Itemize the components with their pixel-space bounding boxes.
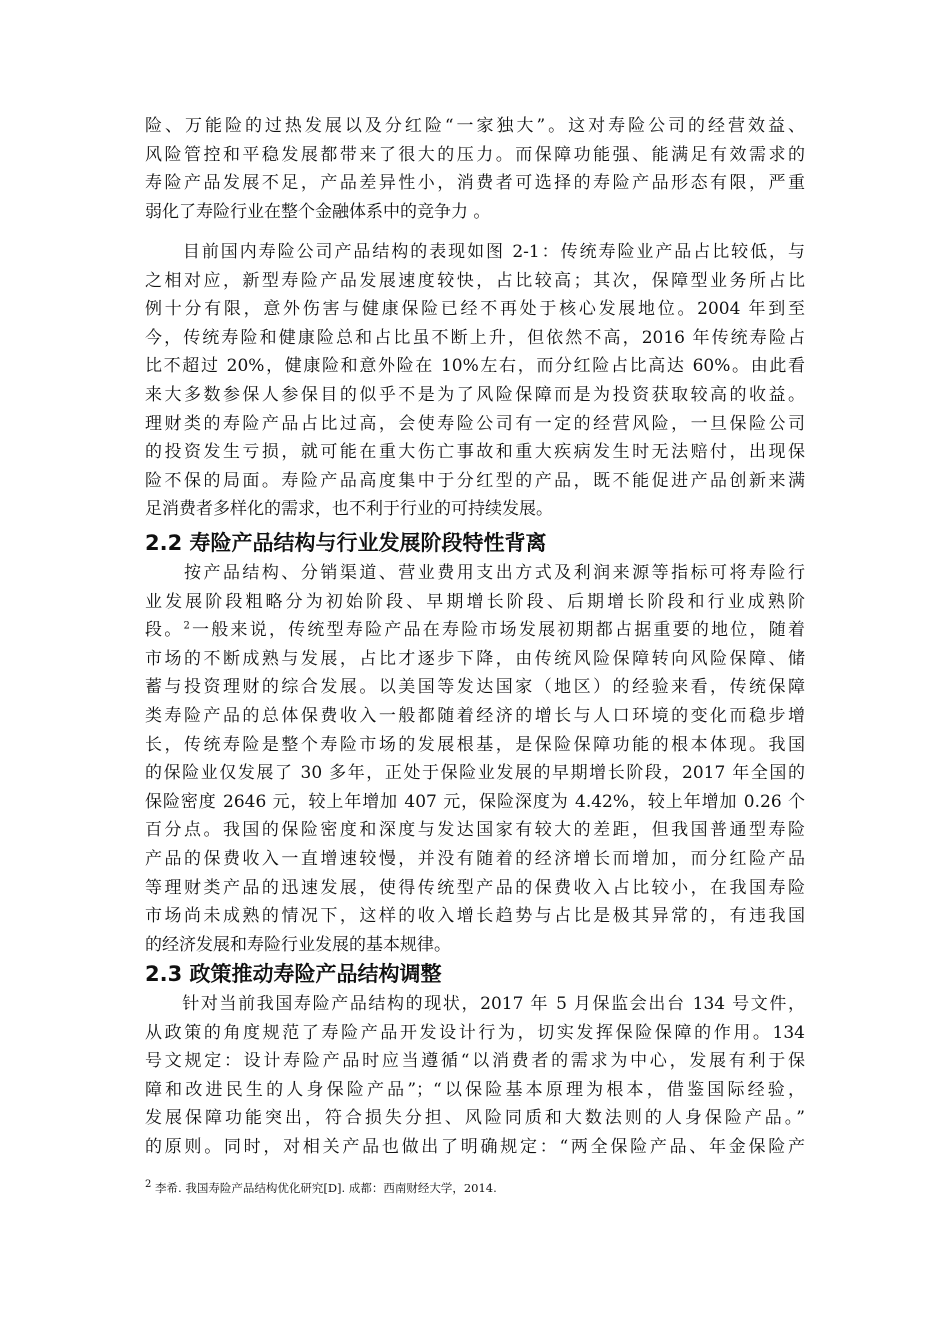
text-line: 百分点。我国的保险密度和深度与发达国家有较大的差距，但我国普通型寿险 — [145, 820, 805, 841]
text-line: 市场的不断成熟与发展，占比才逐步下降，由传统风险保障转向风险保障、储 — [145, 648, 805, 669]
text-line: 险、万能险的过热发展以及分红险“一家独大”。这对寿险公司的经营效益、 — [145, 116, 805, 136]
text-line: 比不超过 20%，健康险和意外险在 10%左右，而分红险占比高达 60%。由此看 — [145, 356, 805, 377]
paragraph-4 — [145, 990, 805, 1162]
text-line: 号文规定：设计寿险产品时应当遵循“以消费者的需求为中心，发展有利于保 — [145, 1051, 805, 1072]
text-line: 风险管控和平稳发展都带来了很大的压力。而保障功能强、能满足有效需求的 — [145, 144, 805, 165]
section-heading-2-2: 2.2 寿险产品结构与行业发展阶段特性背离 — [145, 531, 547, 555]
footnote-number: 2 — [145, 1179, 152, 1191]
text-line: 产品的保费收入一直增速较慢，并没有随着的经济增长而增加，而分红险产品 — [145, 848, 805, 869]
text-line — [145, 616, 805, 645]
text-line: 按产品结构、分销渠道、营业费用支出方式及利润来源等指标可将寿险行 — [145, 563, 805, 583]
text-line: 来大多数参保人参保目的似乎不是为了风险保障而是为投资获取较高的收益。 — [145, 384, 805, 405]
paragraph-1 — [145, 112, 805, 226]
text-line: 针对当前我国寿险产品结构的现状，2017 年 5 月保监会出台 134 号文件， — [145, 994, 805, 1014]
text-line: 寿险产品发展不足，产品差异性小，消费者可选择的寿险产品形态有限，严重 — [145, 173, 805, 194]
text-line: 保险密度 2646 元，较上年增加 407 元，保险深度为 4.42%，较上年增加 0.26 个 — [145, 791, 805, 812]
section-heading-2-3: 2.3 政策推动寿险产品结构调整 — [145, 962, 442, 986]
text-line: 的投资发生亏损，就可能在重大伤亡事故和重大疾病发生时无法赔付，出现保 — [145, 442, 805, 463]
text-line: 长，传统寿险是整个寿险市场的发展根基，是保险保障功能的根本体现。我国 — [145, 734, 805, 755]
text-line: 的保险业仅发展了 30 多年，正处于保险业发展的早期增长阶段，2017 年全国的 — [145, 763, 805, 784]
text-line: 的经济发展和寿险行业发展的基本规律。 — [145, 934, 451, 955]
text-fragment: 段。 — [145, 620, 184, 641]
footnote-reference[interactable]: 2 — [183, 620, 190, 632]
text-line: 障和改进民生的人身保险产品”；“以保险基本原理为根本，借鉴国际经验， — [145, 1079, 805, 1100]
text-line: 从政策的角度规范了寿险产品开发设计行为，切实发挥保险保障的作用。134 — [145, 1022, 805, 1043]
text-line: 蓄与投资理财的综合发展。以美国等发达国家（地区）的经验来看，传统保障 — [145, 677, 805, 698]
text-line: 险不保的局面。寿险产品高度集中于分红型的产品，既不能促进产品创新来满 — [145, 470, 805, 491]
paragraph-3 — [145, 559, 805, 959]
text-line: 目前国内寿险公司产品结构的表现如图 2-1：传统寿险业产品占比较低，与 — [145, 242, 805, 262]
text-line: 理财类的寿险产品占比过高，会使寿险公司有一定的经营风险，一旦保险公司 — [145, 413, 805, 434]
text-line: 等理财类产品的迅速发展，使得传统型产品的保费收入占比较小，在我国寿险 — [145, 877, 805, 898]
text-line: 足消费者多样化的需求，也不利于行业的可持续发展。 — [145, 499, 553, 520]
text-line: 类寿险产品的总体保费收入一般都随着经济的增长与人口环境的变化而稳步增 — [145, 705, 805, 726]
text-line: 业发展阶段粗略分为初始阶段、早期增长阶段、后期增长阶段和行业成熟阶 — [145, 591, 805, 612]
text-line: 今，传统寿险和健康险总和占比虽不断上升，但依然不高，2016 年传统寿险占 — [145, 327, 805, 348]
text-line: 的原则。同时，对相关产品也做出了明确规定：“两全保险产品、年金保险产 — [145, 1136, 805, 1157]
text-line: 弱化了寿险行业在整个金融体系中的竞争力 。 — [145, 201, 491, 222]
text-line: 例十分有限，意外伤害与健康保险已经不再处于核心发展地位。2004 年到至 — [145, 299, 805, 320]
text-line: 之相对应，新型寿险产品发展速度较快，占比较高；其次，保障型业务所占比 — [145, 270, 805, 291]
text-line: 发展保障功能突出，符合损失分担、风险同质和大数法则的人身保险产品。” — [145, 1108, 805, 1129]
footnote-text: 李希. 我国寿险产品结构优化研究[D]. 成都：西南财经大学，2014. — [151, 1181, 497, 1195]
text-fragment: 一般来说，传统型寿险产品在寿险市场发展初期都占据重要的地位，随着 — [189, 620, 806, 641]
text-line: 市场尚未成熟的情况下，这样的收入增长趋势与占比是极其异常的，有违我国 — [145, 906, 805, 927]
footnote — [145, 1180, 497, 1196]
paragraph-2 — [145, 238, 805, 524]
